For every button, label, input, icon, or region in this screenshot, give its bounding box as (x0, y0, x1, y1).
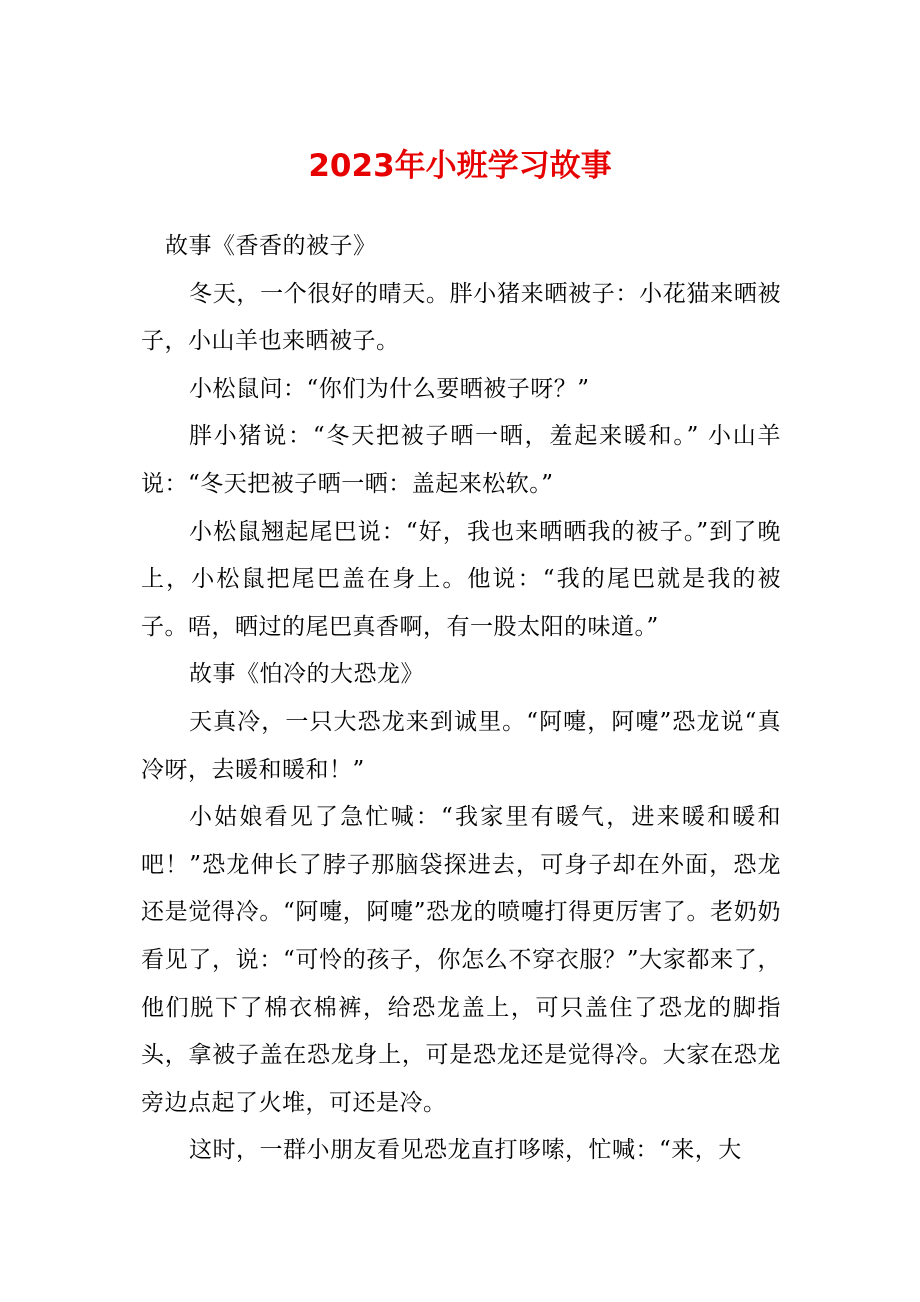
document-body (141, 223, 781, 1175)
paragraph-7: 这时，一群小朋友看见恐龙直打哆嗦，忙喊：“来，大 (189, 1137, 742, 1164)
paragraph-4: 小松鼠翘起尾巴说：“好，我也来晒晒我的被子。”到了晚上，小松鼠把尾巴盖在身上。他说：“我的尾巴就是我的被子。唔，晒过的尾巴真香啊，有一股太阳的味道。” (141, 518, 781, 640)
paragraph-2: 小松鼠问：“你们为什么要晒被子呀？” (189, 375, 590, 402)
story-heading-1: 故事《香香的被子》 (165, 233, 377, 259)
document-title: 2023年小班学习故事 (308, 148, 612, 184)
paragraph-3: 胖小猪说：“冬天把被子晒一晒，羞起来暖和。” 小山羊说：“冬天把被子晒一晒：盖起来松软。” (141, 423, 781, 497)
paragraph-1: 冬天，一个很好的晴天。胖小猪来晒被子：小花猫来晒被子，小山羊也来晒被子。 (141, 280, 781, 355)
story-heading-2: 故事《怕冷的大恐龙》 (189, 661, 424, 688)
paragraph-6: 小姑娘看见了急忙喊：“我家里有暖气，进来暖和暖和吧！”恐龙伸长了脖子那脑袋探进去，可身子却在外面，恐龙还是觉得冷。“阿嚏，阿嚏”恐龙的喷嚏打得更厉害了。老奶奶看见了，说：“可怜的孩子，你怎么不穿衣服？”大家都来了，他们脱下了棉衣棉裤，给恐龙盖上，可只盖住了恐龙的脚指头，拿被子盖在恐龙身上，可是恐龙还是觉得冷。大家在恐龙旁边点起了火堆，可还是冷。 (141, 804, 781, 1116)
paragraph-5: 天真冷，一只大恐龙来到诚里。“阿嚏，阿嚏”恐龙说“真冷呀，去暖和暖和！” (141, 708, 781, 783)
